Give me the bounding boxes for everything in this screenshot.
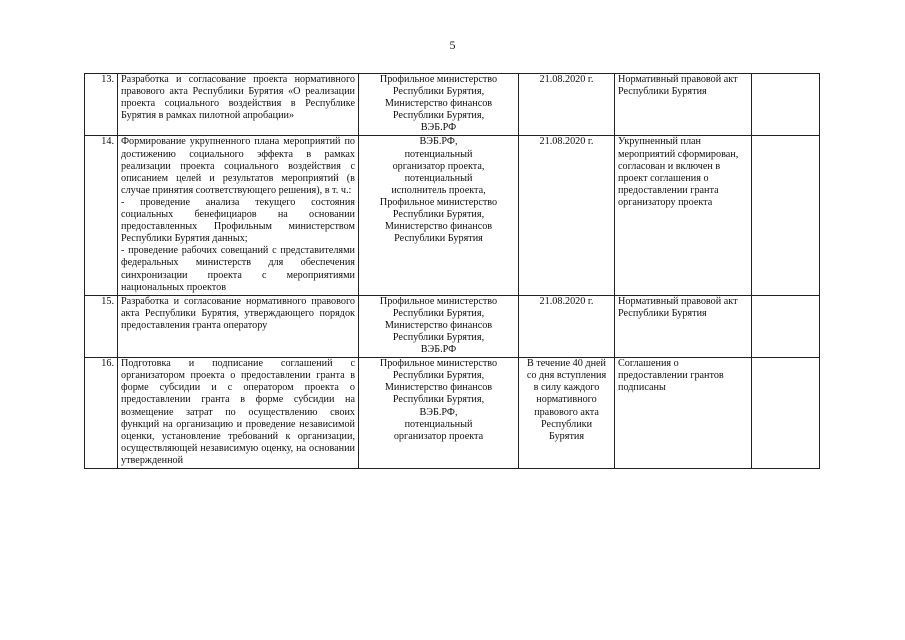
deadline-line: нормативного	[536, 394, 597, 406]
responsible-line: организатор проекта	[393, 430, 484, 442]
description-item: - проведение анализа текущего состояния социальных бенефициаров на основании предоставленных Профильным министерством Республики Бурятия данных;	[121, 196, 355, 245]
row-note	[752, 358, 820, 469]
row-note	[752, 295, 820, 357]
page-number: 5	[449, 38, 456, 52]
row-deadline	[519, 358, 615, 469]
row-responsible	[359, 136, 519, 295]
row-responsible	[359, 74, 519, 136]
table-row	[85, 358, 820, 469]
row-description	[118, 74, 359, 136]
responsible-line: Профильное министерство	[379, 358, 498, 370]
responsible-line: Республики Бурятия,	[392, 86, 485, 98]
description-text: Подготовка и подписание соглашений с организатором проекта о предоставлении гранта в форме субсидии и с оператором проекта о предоставлении гранта в форме субсидии на возмещение затрат по осуществлению своих функций на организацию и проведение независимой оценки, установление требований к организации, осуществляющей независимую оценку, на основании утвержденной	[121, 358, 355, 466]
description-item: - проведение рабочих совещаний с представителями федеральных министерств для обеспечения синхронизации проекта с мероприятиями национальных проектов	[121, 245, 355, 293]
deadline-line: В течение 40 дней	[526, 358, 607, 370]
row-description	[118, 358, 359, 469]
table-row	[85, 74, 820, 136]
row-responsible	[359, 358, 519, 469]
responsible-line: Республики Бурятия,	[392, 331, 485, 343]
row-result: Укрупненный план мероприятий сформирован, согласован и включен в проект соглашения о предоставлении гранта организатору проекта	[615, 136, 752, 295]
table-row	[85, 295, 820, 357]
description-text: Разработка и согласование нормативного правового акта Республики Бурятия, утверждающего порядок предоставления гранта оператору	[121, 295, 355, 331]
responsible-line: Министерство финансов	[384, 319, 493, 331]
responsible-line: Профильное министерство	[379, 74, 498, 85]
responsible-line: Республики Бурятия,	[392, 394, 485, 406]
responsible-line: Республики Бурятия,	[392, 307, 485, 319]
deadline-line: 21.08.2020 г.	[539, 136, 594, 148]
responsible-line: Республики Бурятия	[394, 233, 483, 245]
description-text: Разработка и согласование проекта нормативного правового акта Республики Бурятия «О реализации проекта социального воздействия в Республике Бурятия в рамках пилотной апробации»	[121, 74, 355, 122]
responsible-line: организатор проекта,	[392, 160, 485, 172]
row-number: 13.	[85, 74, 118, 136]
responsible-line: Министерство финансов	[384, 221, 493, 233]
row-result: Соглашения о предоставлении грантов подписаны	[615, 358, 752, 469]
responsible-line: ВЭБ.РФ,	[419, 136, 458, 148]
deadline-line: 21.08.2020 г.	[539, 295, 594, 307]
row-deadline	[519, 74, 615, 136]
responsible-line: потенциальный	[404, 148, 473, 160]
description-text: Формирование укрупненного плана мероприятий по достижению социального эффекта в рамках реализации проекта социального воздействия с описанием целей и результатов мероприятий (в случае принятия соответствующего решения), в т. ч.:	[121, 136, 355, 196]
row-deadline	[519, 136, 615, 295]
responsible-line: Министерство финансов	[384, 98, 493, 110]
row-number: 14.	[85, 136, 118, 295]
responsible-line: потенциальный	[404, 418, 473, 430]
responsible-line: Республики Бурятия,	[392, 370, 485, 382]
responsible-line: исполнитель проекта,	[391, 184, 486, 196]
responsible-line: ВЭБ.РФ,	[419, 406, 458, 418]
deadline-line: 21.08.2020 г.	[539, 74, 594, 85]
responsible-line: ВЭБ.РФ	[420, 122, 457, 134]
row-deadline	[519, 295, 615, 357]
row-result: Нормативный правовой акт Республики Бурятия	[615, 74, 752, 136]
responsible-line: Республики Бурятия,	[392, 209, 485, 221]
deadline-line: со дня вступления	[526, 370, 607, 382]
row-note	[752, 74, 820, 136]
row-number: 15.	[85, 295, 118, 357]
deadline-line: Республики	[540, 418, 593, 430]
row-description	[118, 136, 359, 295]
row-description	[118, 295, 359, 357]
deadline-line: Бурятия	[548, 430, 585, 442]
responsible-line: Министерство финансов	[384, 382, 493, 394]
row-responsible	[359, 295, 519, 357]
table-row	[85, 136, 820, 295]
deadline-line: в силу каждого	[533, 382, 600, 394]
row-note	[752, 136, 820, 295]
responsible-line: Профильное министерство	[379, 295, 498, 307]
row-result: Нормативный правовой акт Республики Бурятия	[615, 295, 752, 357]
responsible-line: потенциальный	[404, 172, 473, 184]
responsible-line: Республики Бурятия,	[392, 110, 485, 122]
row-number: 16.	[85, 358, 118, 469]
deadline-line: правового акта	[534, 406, 599, 418]
plan-table	[84, 73, 820, 469]
responsible-line: ВЭБ.РФ	[420, 344, 457, 356]
responsible-line: Профильное министерство	[379, 196, 498, 208]
